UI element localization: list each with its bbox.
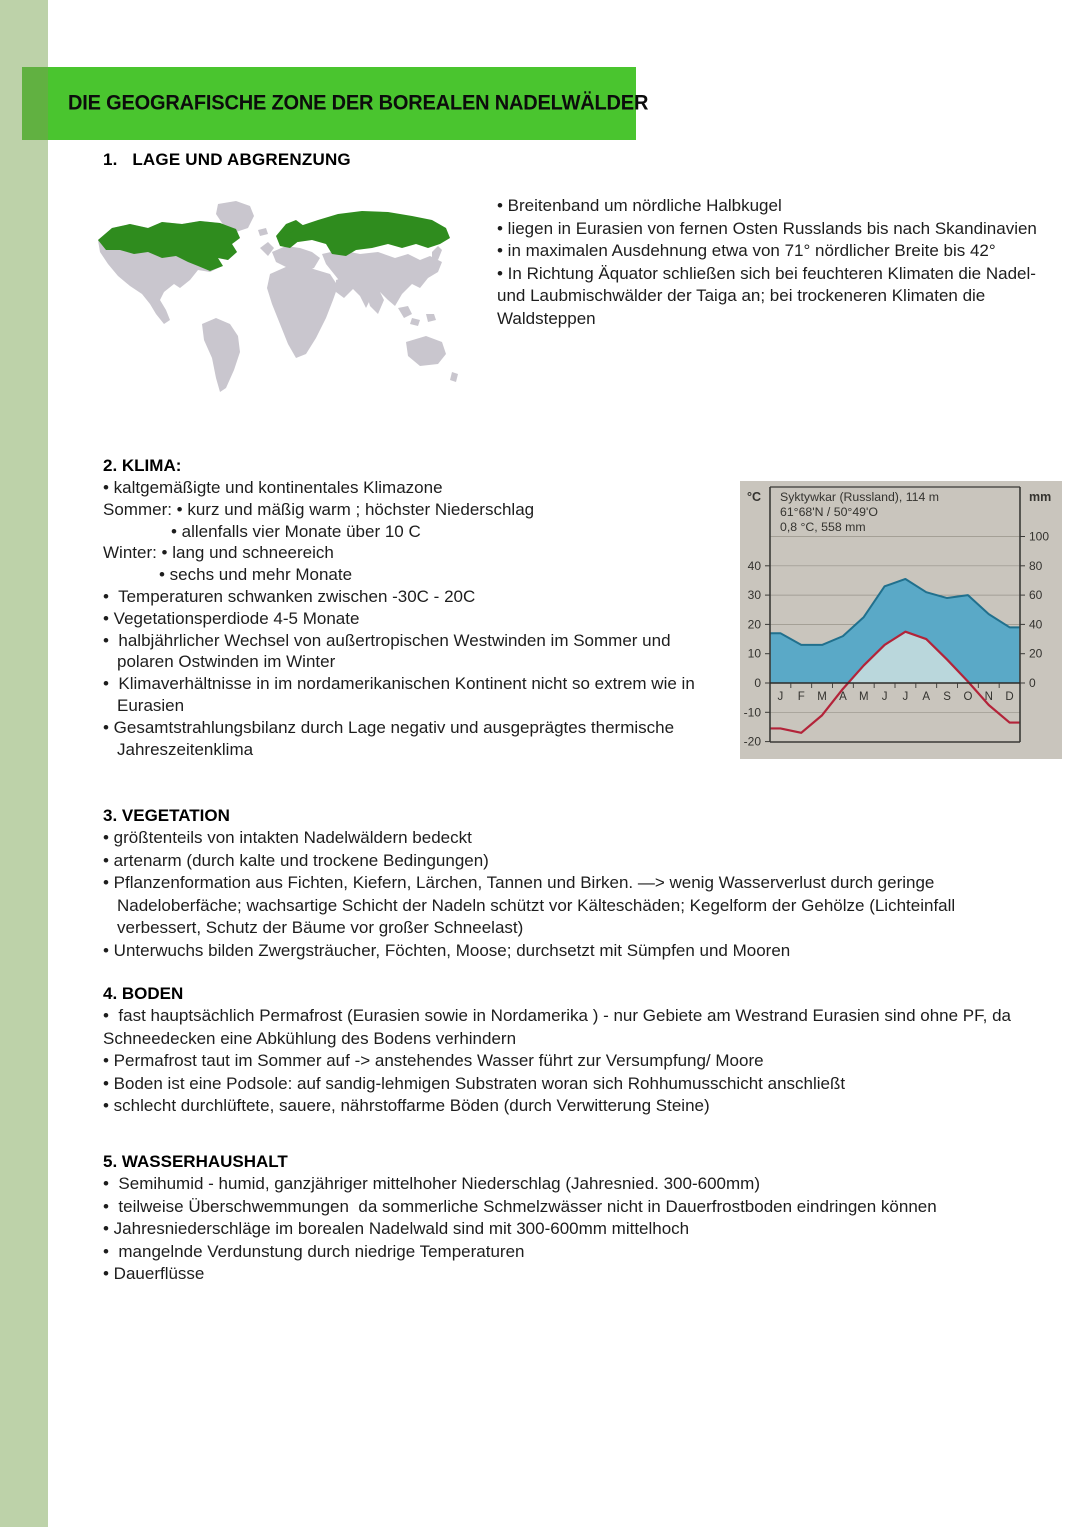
section-5-heading: 5. WASSERHAUSHALT	[103, 1152, 288, 1171]
svg-text:J: J	[881, 691, 888, 703]
text-line: • Vegetationsperdiode 4-5 Monate	[103, 608, 360, 628]
text-line: • Unterwuchs bilden Zwergsträucher, Föchten, Moose; durchsetzt mit Sümpfen und Mooren	[103, 940, 791, 960]
bullet-line: • in maximalen Ausdehnung etwa von 71° nördlicher Breite bis 42°	[497, 241, 996, 261]
svg-text:Syktywkar (Russland), 114 m: Syktywkar (Russland), 114 m	[780, 490, 939, 504]
text-line: • Temperaturen schwanken zwischen -30C - 20C	[103, 586, 476, 606]
svg-text:61°68'N / 50°49'O: 61°68'N / 50°49'O	[780, 505, 878, 519]
text-line: • Gesamtstrahlungsbilanz durch Lage negativ und ausgeprägtes thermische Jahreszeitenklima	[103, 717, 675, 759]
text-line: • Semihumid - humid, ganzjähriger mittelhoher Niederschlag (Jahresnied. 300-600mm)	[103, 1174, 760, 1193]
text-line: • Klimaverhältnisse in im nordamerikanischen Kontinent nicht so extrem wie in Eurasien	[103, 674, 695, 715]
text-line: • Dauerflüsse	[103, 1264, 205, 1284]
svg-text:-10: -10	[743, 705, 761, 720]
svg-text:D: D	[1005, 691, 1014, 703]
text-line: • allenfalls vier Monate über 10 C	[171, 521, 421, 541]
world-map-svg	[90, 196, 480, 411]
svg-text:M: M	[858, 691, 869, 703]
svg-text:F: F	[797, 691, 805, 703]
bullet-line: • Breitenband um nördliche Halbkugel	[497, 196, 782, 215]
section-2-heading: 2. KLIMA:	[103, 456, 182, 475]
svg-text:M: M	[817, 691, 827, 703]
svg-text:60: 60	[1029, 588, 1043, 603]
section-1-heading: 1. LAGE UND ABGRENZUNG	[103, 150, 351, 169]
text-line: • halbjährlicher Wechsel von außertropischen Westwinden im Sommer und polaren Ostwinden im Winter	[103, 630, 671, 672]
text-line: • Boden ist eine Podsole: auf sandig-lehmigen Substraten woran sich Rohhumusschicht anschließt	[103, 1073, 846, 1093]
svg-text:80: 80	[1029, 558, 1043, 573]
text-line: • artenarm (durch kalte und trockene Bedingungen)	[103, 850, 489, 870]
svg-text:20: 20	[747, 617, 761, 632]
text-line: • mangelnde Verdunstung durch niedrige Temperaturen	[103, 1241, 525, 1261]
text-line: • größtenteils von intakten Nadelwäldern bedeckt	[103, 828, 472, 847]
text-line: • schlecht durchlüftete, sauere, nährstoffarme Böden (durch Verwitterung Steine)	[103, 1096, 710, 1116]
svg-text:40: 40	[747, 558, 761, 573]
section-vegetation	[103, 806, 1040, 963]
boden-lines	[103, 1005, 1040, 1118]
world-map	[90, 196, 480, 411]
left-green-stripe	[0, 0, 48, 1527]
svg-text:O: O	[963, 691, 973, 703]
bullet-line: • In Richtung Äquator schließen sich bei feuchteren Klimaten die Nadel- und Laubmischwälder der Taiga an; bei trockeneren Klimaten die Waldsteppen	[497, 263, 1036, 328]
section-4-heading: 4. BODEN	[103, 984, 184, 1003]
svg-text:°C: °C	[746, 490, 761, 504]
text-line: Winter: • lang und schneereich	[103, 543, 334, 563]
section-wasserhaushalt	[103, 1152, 1043, 1286]
svg-text:0: 0	[1029, 676, 1036, 690]
climate-chart	[740, 481, 1062, 759]
wasser-lines	[103, 1173, 1043, 1286]
text-line: • teilweise Überschwemmungen da sommerliche Schmelzwässer nicht in Dauerfrostboden eindringen können	[103, 1196, 937, 1216]
text-line: • Pflanzenformation aus Fichten, Kiefern, Lärchen, Tannen und Birken. —> wenig Wasserverlust durch geringe Nadeloberfäche; wachsartige Schicht der Nadeln schützt vor Kälteschäden; Kegelform der Gehölze (Lichteinfall verbessert, Schutz der Bäume vor großer Schneelast)	[103, 873, 956, 938]
text-line: Sommer: • kurz und mäßig warm ; höchster Niederschlag	[103, 499, 535, 519]
svg-text:40: 40	[1029, 617, 1043, 632]
section-3-heading: 3. VEGETATION	[103, 806, 230, 825]
svg-text:S: S	[943, 691, 951, 703]
text-line: • sechs und mehr Monate	[159, 565, 353, 585]
text-line: • Permafrost taut im Sommer auf -> anstehendes Wasser führt zur Versumpfung/ Moore	[103, 1051, 764, 1071]
svg-text:A: A	[922, 691, 931, 703]
section-klima	[103, 456, 695, 760]
svg-text:N: N	[984, 691, 993, 703]
svg-text:A: A	[839, 691, 847, 703]
banner-stripe-overlap	[22, 67, 48, 140]
climate-chart-svg	[740, 481, 1062, 759]
page-title: DIE GEOGRAFISCHE ZONE DER BOREALEN NADELWÄLDER	[68, 90, 649, 115]
klima-lines	[103, 477, 695, 760]
title-banner	[22, 67, 649, 140]
svg-text:30: 30	[747, 588, 761, 603]
svg-text:J: J	[902, 691, 909, 703]
text-line: • kaltgemäßigte und kontinentales Klimazone	[103, 478, 443, 497]
bullet-line: • liegen in Eurasien von fernen Osten Russlands bis nach Skandinavien	[497, 218, 1037, 238]
lage-bullet-list	[497, 195, 1059, 331]
text-line: • fast hauptsächlich Permafrost (Eurasien sowie in Nordamerika ) - nur Gebiete am Westrand Eurasien sind ohne PF, da Schneedecken eine Abkühlung des Bodens verhindern	[103, 1006, 1012, 1048]
section-boden	[103, 984, 1040, 1118]
svg-text:-20: -20	[743, 734, 761, 749]
svg-text:20: 20	[1029, 646, 1043, 661]
vegetation-lines	[103, 827, 1040, 963]
svg-text:100: 100	[1029, 529, 1050, 544]
svg-text:10: 10	[747, 646, 761, 661]
svg-text:0,8 °C, 558 mm: 0,8 °C, 558 mm	[780, 520, 866, 534]
svg-text:mm: mm	[1029, 490, 1052, 504]
svg-text:0: 0	[754, 676, 761, 690]
text-line: • Jahresniederschläge im borealen Nadelwald sind mit 300-600mm mittelhoch	[103, 1219, 690, 1239]
svg-text:J: J	[777, 691, 784, 703]
